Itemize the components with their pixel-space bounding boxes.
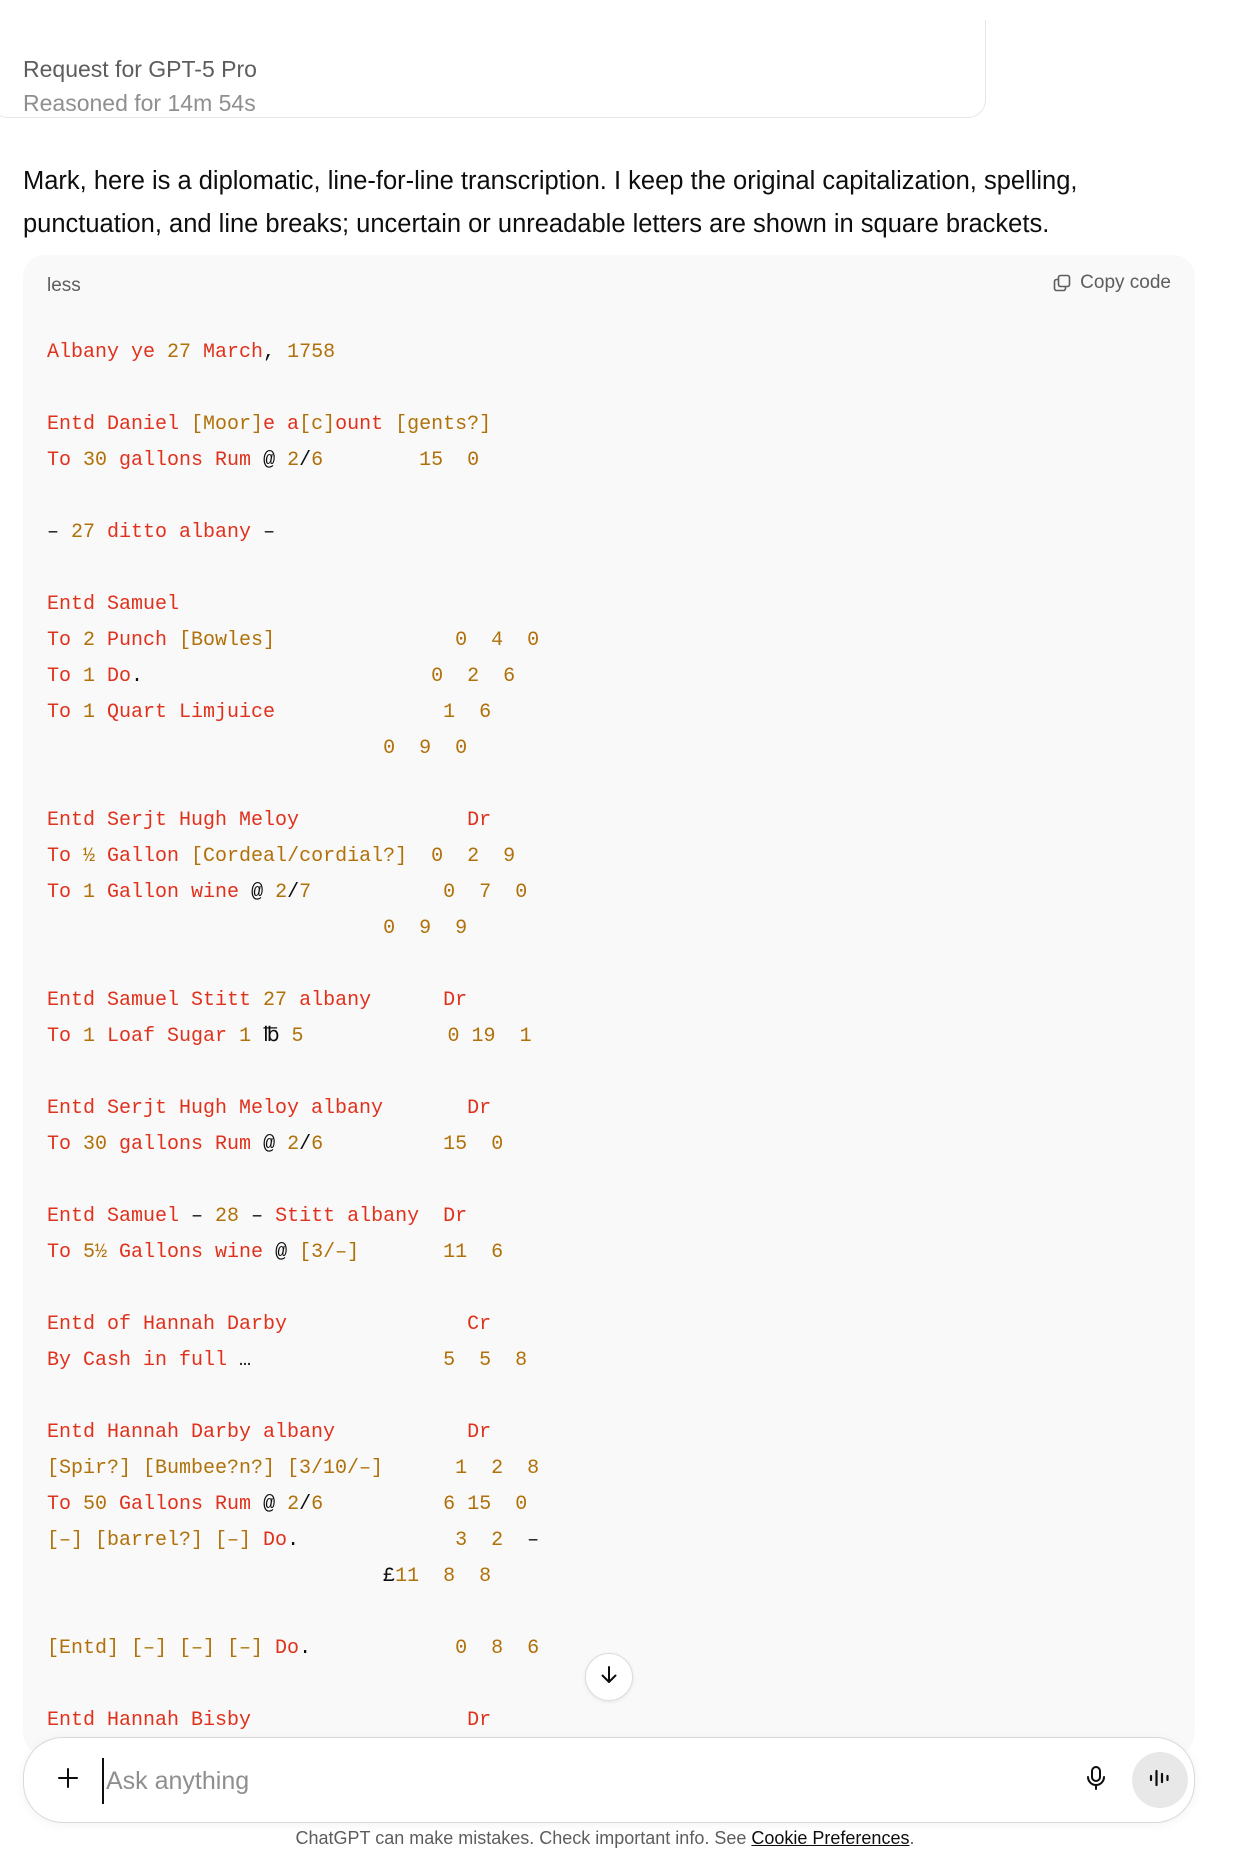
code-token xyxy=(287,1313,467,1336)
code-token xyxy=(143,665,431,688)
code-token: . xyxy=(131,665,144,688)
code-line xyxy=(47,1559,539,1595)
scroll-to-bottom-button[interactable] xyxy=(585,1653,633,1701)
code-line xyxy=(47,371,539,407)
code-token xyxy=(335,1421,467,1444)
code-token: 6 xyxy=(491,1241,504,1264)
code-token xyxy=(251,1709,467,1732)
code-token: ½ xyxy=(83,845,96,868)
code-token: Gallon xyxy=(95,845,192,868)
code-token: To xyxy=(47,881,84,904)
reasoning-duration: Reasoned for 14m 54s xyxy=(23,90,256,116)
code-token: 9 xyxy=(419,917,432,940)
code-token: , xyxy=(263,341,288,364)
code-line xyxy=(47,839,539,875)
code-line xyxy=(47,1451,539,1487)
code-token: 0 xyxy=(455,1637,468,1660)
code-token: 6 xyxy=(311,449,324,472)
code-token xyxy=(467,1637,491,1660)
code-line xyxy=(47,1703,539,1739)
code-token: 0 xyxy=(515,1493,528,1516)
code-block xyxy=(23,255,1195,1755)
copy-icon xyxy=(1052,273,1072,293)
code-token: Entd Daniel xyxy=(47,413,192,436)
code-token xyxy=(491,881,515,904)
code-token: 2 xyxy=(491,1457,504,1480)
code-token: 30 xyxy=(83,449,108,472)
code-language-label: less xyxy=(47,275,81,296)
code-token: [Bowles] xyxy=(179,629,276,652)
code-token: Do xyxy=(263,1637,300,1660)
code-token: – xyxy=(47,521,72,544)
code-line xyxy=(47,911,539,947)
code-token xyxy=(443,845,467,868)
add-attachment-button[interactable] xyxy=(48,1760,88,1800)
disclaimer-footer xyxy=(0,1828,1210,1849)
code-line xyxy=(47,1271,539,1307)
code-token: To xyxy=(47,1493,84,1516)
code-token: 5 xyxy=(443,1349,456,1372)
code-token xyxy=(383,1457,455,1480)
code-token: – xyxy=(503,1529,540,1552)
code-token: @ xyxy=(251,881,276,904)
code-token xyxy=(455,1349,479,1372)
code-line xyxy=(47,1127,539,1163)
code-token: e a xyxy=(263,413,300,436)
code-token: 0 xyxy=(383,737,396,760)
code-token: Do xyxy=(95,665,132,688)
code-token: … xyxy=(239,1349,252,1372)
code-token: / xyxy=(299,449,312,472)
code-token: / xyxy=(299,1493,312,1516)
code-token: 6 xyxy=(527,1637,540,1660)
arrow-down-icon xyxy=(598,1664,620,1691)
code-token: Entd Hannah Darby albany xyxy=(47,1421,336,1444)
code-token: 1 xyxy=(83,1025,96,1048)
code-token: [Entd] [–] [–] [–] xyxy=(47,1637,264,1660)
code-token: 8 xyxy=(479,1565,492,1588)
code-line xyxy=(47,1487,539,1523)
code-line xyxy=(47,515,539,551)
code-token: 9 xyxy=(455,917,468,940)
copy-code-button[interactable] xyxy=(1052,272,1171,294)
code-token: 5 xyxy=(291,1025,304,1048)
code-token: Entd Samuel xyxy=(47,1205,192,1228)
code-token: [–] [barrel?] [–] xyxy=(47,1529,252,1552)
code-line xyxy=(47,695,539,731)
code-token: To xyxy=(47,845,84,868)
code-token: 9 xyxy=(419,737,432,760)
code-token: Gallons Rum xyxy=(107,1493,264,1516)
code-token xyxy=(371,989,443,1012)
code-token: gallons Rum xyxy=(107,449,264,472)
code-token: @ xyxy=(263,1493,288,1516)
code-line xyxy=(47,1523,539,1559)
code-token: [Cordeal/cordial?] xyxy=(191,845,408,868)
microphone-icon xyxy=(1084,1765,1108,1796)
code-token xyxy=(299,1529,455,1552)
code-token: 1 xyxy=(83,881,96,904)
code-token: 8 xyxy=(491,1637,504,1660)
code-token: 8 xyxy=(515,1349,528,1372)
code-token: 1 xyxy=(83,665,96,688)
code-token: [3/–] xyxy=(299,1241,360,1264)
code-token: 9 xyxy=(503,845,516,868)
disclaimer-text: ChatGPT can make mistakes. Check important info. See xyxy=(295,1828,752,1848)
code-token: 19 xyxy=(471,1025,496,1048)
code-token xyxy=(455,1565,479,1588)
code-token: 1 xyxy=(443,701,456,724)
code-line xyxy=(47,1055,539,1091)
code-token: 2 xyxy=(275,881,288,904)
code-token: 8 xyxy=(443,1565,456,1588)
code-token xyxy=(275,701,443,724)
code-token: . xyxy=(287,1529,300,1552)
code-token: albany xyxy=(287,989,372,1012)
code-token: Entd Samuel Stitt xyxy=(47,989,264,1012)
code-token xyxy=(251,1349,443,1372)
voice-mode-button[interactable] xyxy=(1132,1752,1188,1808)
code-token xyxy=(503,629,527,652)
code-token: 1 xyxy=(83,701,96,724)
code-token: 6 xyxy=(311,1133,324,1156)
disclaimer-end: . xyxy=(909,1828,915,1848)
code-token xyxy=(455,1493,467,1516)
code-line xyxy=(47,479,539,515)
code-line xyxy=(47,1667,539,1703)
code-token xyxy=(491,1493,515,1516)
code-token: @ xyxy=(263,449,288,472)
code-token: Albany ye xyxy=(47,341,168,364)
code-token: March xyxy=(191,341,264,364)
code-token xyxy=(395,917,419,940)
code-token: To xyxy=(47,665,84,688)
code-line xyxy=(47,767,539,803)
code-token xyxy=(479,665,503,688)
code-token: Entd Serjt Hugh Meloy albany xyxy=(47,1097,384,1120)
code-token: To xyxy=(47,629,84,652)
code-token: 6 xyxy=(479,701,492,724)
code-token: 0 xyxy=(431,665,444,688)
code-token xyxy=(47,737,383,760)
code-token: Cr xyxy=(467,1313,492,1336)
code-token: 15 xyxy=(467,1493,492,1516)
code-token: [Moor] xyxy=(191,413,264,436)
code-token: 1 xyxy=(239,1025,252,1048)
code-token: To xyxy=(47,701,84,724)
code-token xyxy=(479,845,503,868)
code-line xyxy=(47,1235,539,1271)
code-line xyxy=(47,983,539,1019)
code-token: Quart Limjuice xyxy=(95,701,276,724)
code-token: Dr xyxy=(443,989,468,1012)
code-token: 0 xyxy=(447,1025,460,1048)
code-token xyxy=(443,449,467,472)
code-token: 11 xyxy=(443,1241,468,1264)
code-token xyxy=(47,917,383,940)
code-token: 2 xyxy=(287,1493,300,1516)
code-token: 0 xyxy=(455,629,468,652)
code-line xyxy=(47,875,539,911)
code-token: 6 xyxy=(503,665,516,688)
code-token: . xyxy=(299,1637,312,1660)
code-token: 2 xyxy=(467,665,480,688)
code-line xyxy=(47,1343,539,1379)
code-token: Entd Serjt Hugh Meloy xyxy=(47,809,300,832)
code-token: 2 xyxy=(287,449,300,472)
dictate-button[interactable] xyxy=(1076,1760,1116,1800)
code-token xyxy=(299,809,467,832)
code-token: @ xyxy=(275,1241,300,1264)
code-line xyxy=(47,587,539,623)
code-token xyxy=(431,917,455,940)
code-token: 4 xyxy=(491,629,504,652)
cookie-preferences-link[interactable]: Cookie Preferences xyxy=(751,1828,910,1848)
code-token: To xyxy=(47,1133,84,1156)
code-token: 0 xyxy=(431,845,444,868)
code-token: Dr xyxy=(467,1709,492,1732)
code-token: Gallons wine xyxy=(107,1241,276,1264)
code-token xyxy=(311,1637,455,1660)
request-title: Request for GPT-5 Pro xyxy=(23,56,257,82)
code-token: 2 xyxy=(467,845,480,868)
code-token: / xyxy=(287,881,300,904)
code-line xyxy=(47,1163,539,1199)
code-token: To xyxy=(47,1025,84,1048)
code-token xyxy=(503,1637,527,1660)
code-token xyxy=(395,737,419,760)
code-token: Dr xyxy=(467,809,492,832)
code-token xyxy=(467,1457,491,1480)
code-line xyxy=(47,1199,539,1235)
code-line xyxy=(47,947,539,983)
code-token: Dr xyxy=(443,1205,468,1228)
code-token xyxy=(443,665,467,688)
code-token xyxy=(383,1097,467,1120)
code-token xyxy=(323,1133,443,1156)
code-token xyxy=(496,1025,520,1048)
code-line xyxy=(47,1379,539,1415)
code-token: 11 xyxy=(395,1565,420,1588)
code-token xyxy=(323,1493,443,1516)
code-token: @ xyxy=(263,1133,288,1156)
code-token xyxy=(359,1241,443,1264)
code-token: To xyxy=(47,449,84,472)
code-line xyxy=(47,1415,539,1451)
code-token: 0 xyxy=(491,1133,504,1156)
code-token: 0 xyxy=(443,881,456,904)
code-token: 27 xyxy=(167,341,192,364)
code-token: / xyxy=(299,1133,312,1156)
code-token: 7 xyxy=(299,881,312,904)
code-line xyxy=(47,443,539,479)
code-line xyxy=(47,623,539,659)
code-token xyxy=(467,1241,491,1264)
code-token: – xyxy=(239,1205,276,1228)
code-token: 27 xyxy=(71,521,96,544)
code-token xyxy=(467,1133,491,1156)
voice-mode-icon xyxy=(1148,1767,1172,1794)
code-token: – xyxy=(263,521,276,544)
code-token: Gallon wine xyxy=(95,881,252,904)
code-token: ount xyxy=(335,413,396,436)
code-token: 2 xyxy=(287,1133,300,1156)
code-token: £ xyxy=(47,1565,396,1588)
copy-code-label: Copy code xyxy=(1080,272,1171,293)
code-token: 2 xyxy=(83,629,96,652)
code-token: 1 xyxy=(455,1457,468,1480)
code-line xyxy=(47,803,539,839)
code-token: Do xyxy=(251,1529,288,1552)
code-token: 1 xyxy=(519,1025,532,1048)
code-token: 2 xyxy=(491,1529,504,1552)
code-token: 0 xyxy=(467,449,480,472)
code-line xyxy=(47,731,539,767)
code-token xyxy=(467,1529,491,1552)
code-token: 28 xyxy=(215,1205,240,1228)
code-token: 30 xyxy=(83,1133,108,1156)
code-token xyxy=(460,1025,472,1048)
code-token xyxy=(491,1349,515,1372)
code-token xyxy=(275,629,455,652)
message-composer xyxy=(23,1737,1195,1823)
code-token: Entd of Hannah Darby xyxy=(47,1313,288,1336)
code-content xyxy=(47,335,539,1739)
code-token: Stitt albany xyxy=(275,1205,420,1228)
code-token: Dr xyxy=(467,1097,492,1120)
code-token xyxy=(303,1025,447,1048)
assistant-intro-text: Mark, here is a diplomatic, line-for-line transcription. I keep the original capitalization, spelling, punctuation, and line breaks; uncertain or unreadable letters are shown in square brackets. xyxy=(23,167,1078,238)
code-token: 0 xyxy=(527,629,540,652)
code-token: To xyxy=(47,1241,84,1264)
code-token: 50 xyxy=(83,1493,108,1516)
code-token xyxy=(323,449,419,472)
code-token: 15 xyxy=(443,1133,468,1156)
code-token xyxy=(455,701,479,724)
code-token: ditto albany xyxy=(95,521,264,544)
code-token: [gents?] xyxy=(395,413,492,436)
code-token xyxy=(419,1565,443,1588)
code-line xyxy=(47,1595,539,1631)
code-token: [c] xyxy=(299,413,336,436)
code-token: gallons Rum xyxy=(107,1133,264,1156)
request-card xyxy=(0,20,986,118)
code-line xyxy=(47,1091,539,1127)
code-token: ℔ xyxy=(251,1025,292,1048)
code-token: 6 xyxy=(443,1493,456,1516)
code-token: 7 xyxy=(479,881,492,904)
code-token xyxy=(407,845,431,868)
code-token: Loaf Sugar xyxy=(95,1025,240,1048)
code-token xyxy=(311,881,443,904)
code-token: Punch xyxy=(95,629,180,652)
code-token xyxy=(419,1205,443,1228)
code-token: By Cash in full xyxy=(47,1349,240,1372)
code-token: [Spir?] [Bumbee?n?] [3/10/–] xyxy=(47,1457,384,1480)
code-token xyxy=(431,737,455,760)
code-line xyxy=(47,1631,539,1667)
code-token: 3 xyxy=(455,1529,468,1552)
code-token: 0 xyxy=(515,881,528,904)
code-token: 0 xyxy=(383,917,396,940)
code-token: 5½ xyxy=(83,1241,108,1264)
code-token: – xyxy=(191,1205,216,1228)
code-line xyxy=(47,659,539,695)
code-token: Dr xyxy=(467,1421,492,1444)
code-token xyxy=(503,1457,527,1480)
code-line xyxy=(47,335,539,371)
code-token xyxy=(467,629,491,652)
plus-icon xyxy=(56,1766,80,1795)
code-token xyxy=(455,881,479,904)
code-token: 0 xyxy=(455,737,468,760)
code-token: 27 xyxy=(263,989,288,1012)
code-token: 15 xyxy=(419,449,444,472)
code-line xyxy=(47,551,539,587)
code-token: 1758 xyxy=(287,341,336,364)
code-token: 5 xyxy=(479,1349,492,1372)
code-token: Entd Hannah Bisby xyxy=(47,1709,252,1732)
code-line xyxy=(47,1019,539,1055)
code-line xyxy=(47,407,539,443)
code-token: Entd Samuel xyxy=(47,593,180,616)
code-token: 8 xyxy=(527,1457,540,1480)
code-line xyxy=(47,1307,539,1343)
ask-input[interactable] xyxy=(102,1758,1008,1804)
code-token: 6 xyxy=(311,1493,324,1516)
